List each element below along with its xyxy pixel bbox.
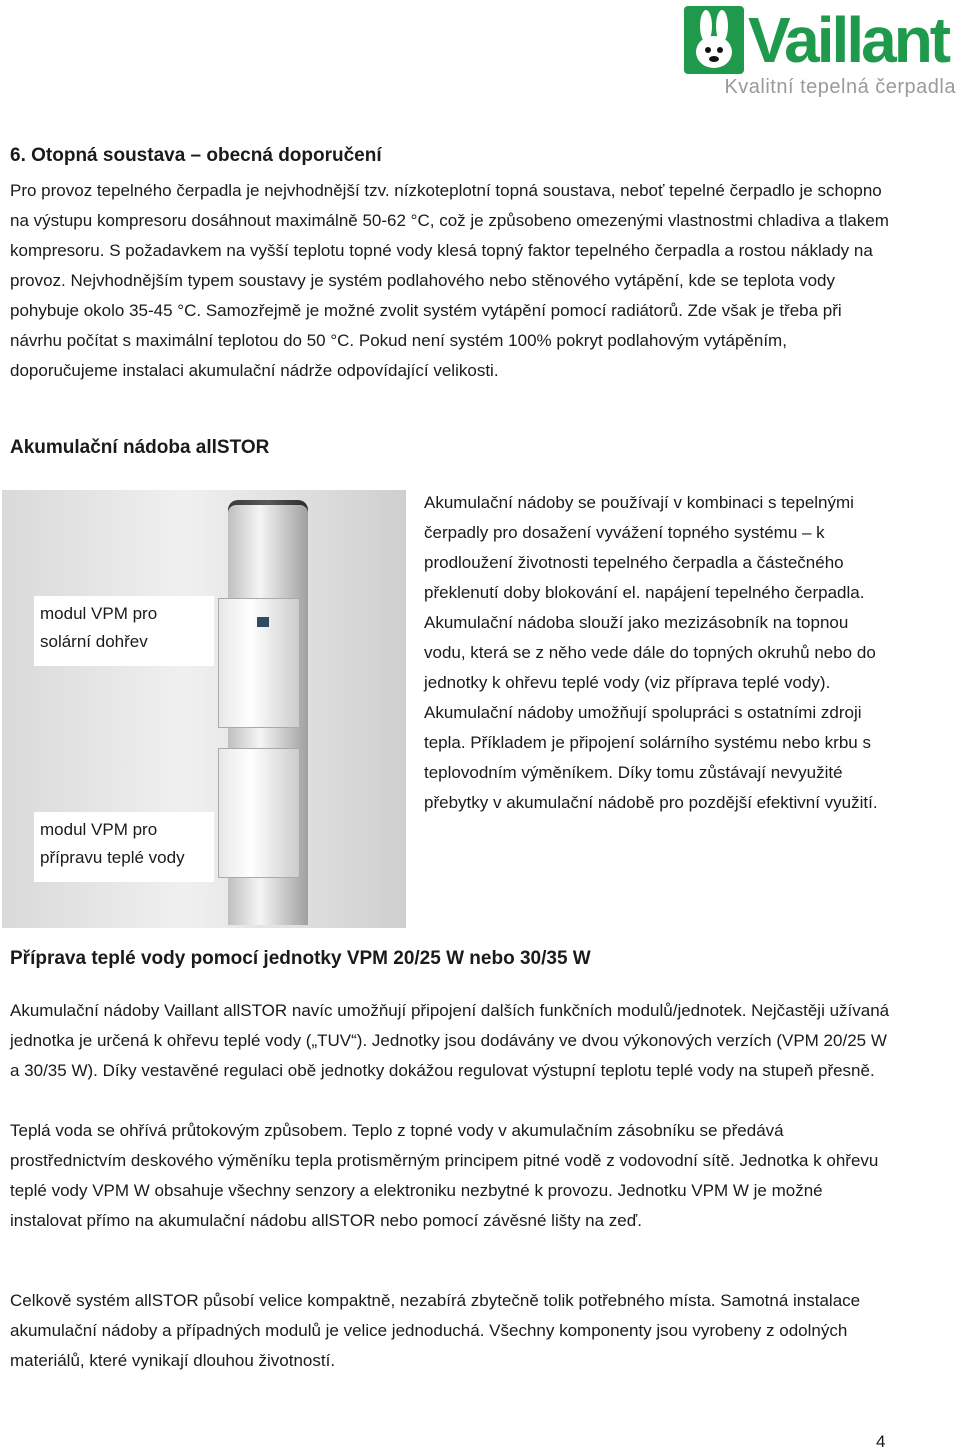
label-solar-module: modul VPM pro solární dohřev [34, 596, 214, 666]
intro-paragraph: Pro provoz tepelného čerpadla je nejvhodnější tzv. nízkoteplotní topná soustava, neboť tepelné čerpadlo je schopno na výstupu kompresoru dosáhnout maximálně 50-62 °C, což je způsobeno omezenými vlastnostmi chladiva a tlakem kompresoru. S požadavkem na vyšší teplotu topné vody klesá topný faktor tepelného čerpadla a rostou náklady na provoz. Nejvhodnějším typem soustavy je systém podlahového nebo stěnového vytápění, kde se teplota vody pohybuje okolo 35-45 °C. Samozřejmě je možné zvolit systém vytápění pomocí radiátorů. Zde však je třeba při návrhu počítat s maximální teplotou do 50 °C. Pokud není systém 100% pokryt podlahovým vytápěním, doporučujeme instalaci akumulační nádrže odpovídající velikosti. [10, 181, 889, 380]
preparation-heading-bold: Příprava teplé vody [10, 948, 186, 969]
section-heading: 6. Otopná soustava – obecná doporučení [10, 145, 382, 166]
label-water-module: modul VPM pro přípravu teplé vody [34, 812, 214, 882]
preparation-paragraph-3: Celkově systém allSTOR působí velice kompaktně, nezabírá zbytečně tolik potřebného místa. Samotná instalace akumulační nádoby a případných modulů je velice jednoduchá. Všechny komponenty jsou vyrobeny z odolných materiálů, které vynikají dlouhou životností. [10, 1291, 861, 1370]
accumulation-description: Akumulační nádoby se používají v kombinaci s tepelnými čerpadly pro dosažení vyvážení topného systému – k prodloužení životnosti tepelného čerpadla a částečného překlenutí doby blokování el. napájení tepelného čerpadla. Akumulační nádoba slouží jako mezizásobník na topnou vodu, která se z něho vede dále do topných okruhů nebo do jednotky k ohřevu teplé vody (viz příprava teplé vody). Akumulační nádoby umožňují spolupráci s ostatními zdroji tepla. Příkladem je připojení solárního systému nebo krbu s teplovodním výměníkem. Díky tomu zůstávají nevyužité přebytky v akumulační nádobě pro pozdější efektivní využití. [424, 493, 878, 812]
preparation-heading-rest: pomocí jednotky VPM 20/25 W nebo 30/35 W [185, 948, 591, 969]
module-display [257, 617, 269, 627]
vaillant-logo [684, 6, 960, 106]
preparation-paragraph-1: Akumulační nádoby Vaillant allSTOR navíc umožňují připojení dalších funkčních modulů/jednotek. Nejčastěji užívaná jednotka je určená k ohřevu teplé vody („TUV“). Jednotky jsou dodávány ve dvou výkonových verzích (VPM 20/25 W a 30/35 W). Díky vestavěné regulaci obě jednotky dokážou regulovat výstupní teplotu teplé vody na stupeň přesně. [10, 1001, 890, 1080]
hare-emblem-icon [684, 6, 744, 74]
preparation-paragraph-2: Teplá voda se ohřívá průtokovým způsobem. Teplo z topné vody v akumulačním zásobníku se předává prostřednictvím deskového výměníku tepla protisměrným principem pitné vodě z vodovodní sítě. Jednotka k ohřevu teplé vody VPM W obsahuje všechny senzory a elektroniku nezbytné k provozu. Jednotku VPM W je možné instalovat přímo na akumulační nádobu allSTOR nebo pomocí závěsné lišty na zeď. [10, 1121, 879, 1230]
preparation-heading [10, 948, 591, 970]
logo-tagline: Kvalitní tepelná čerpadla [724, 76, 956, 98]
brand-wordmark: Vaillant [748, 4, 949, 76]
allstor-product-image [2, 490, 406, 928]
accumulation-heading: Akumulační nádoba allSTOR [10, 437, 270, 458]
solar-module [218, 598, 300, 728]
water-module [218, 748, 300, 878]
page-number: 4 [876, 1432, 886, 1451]
